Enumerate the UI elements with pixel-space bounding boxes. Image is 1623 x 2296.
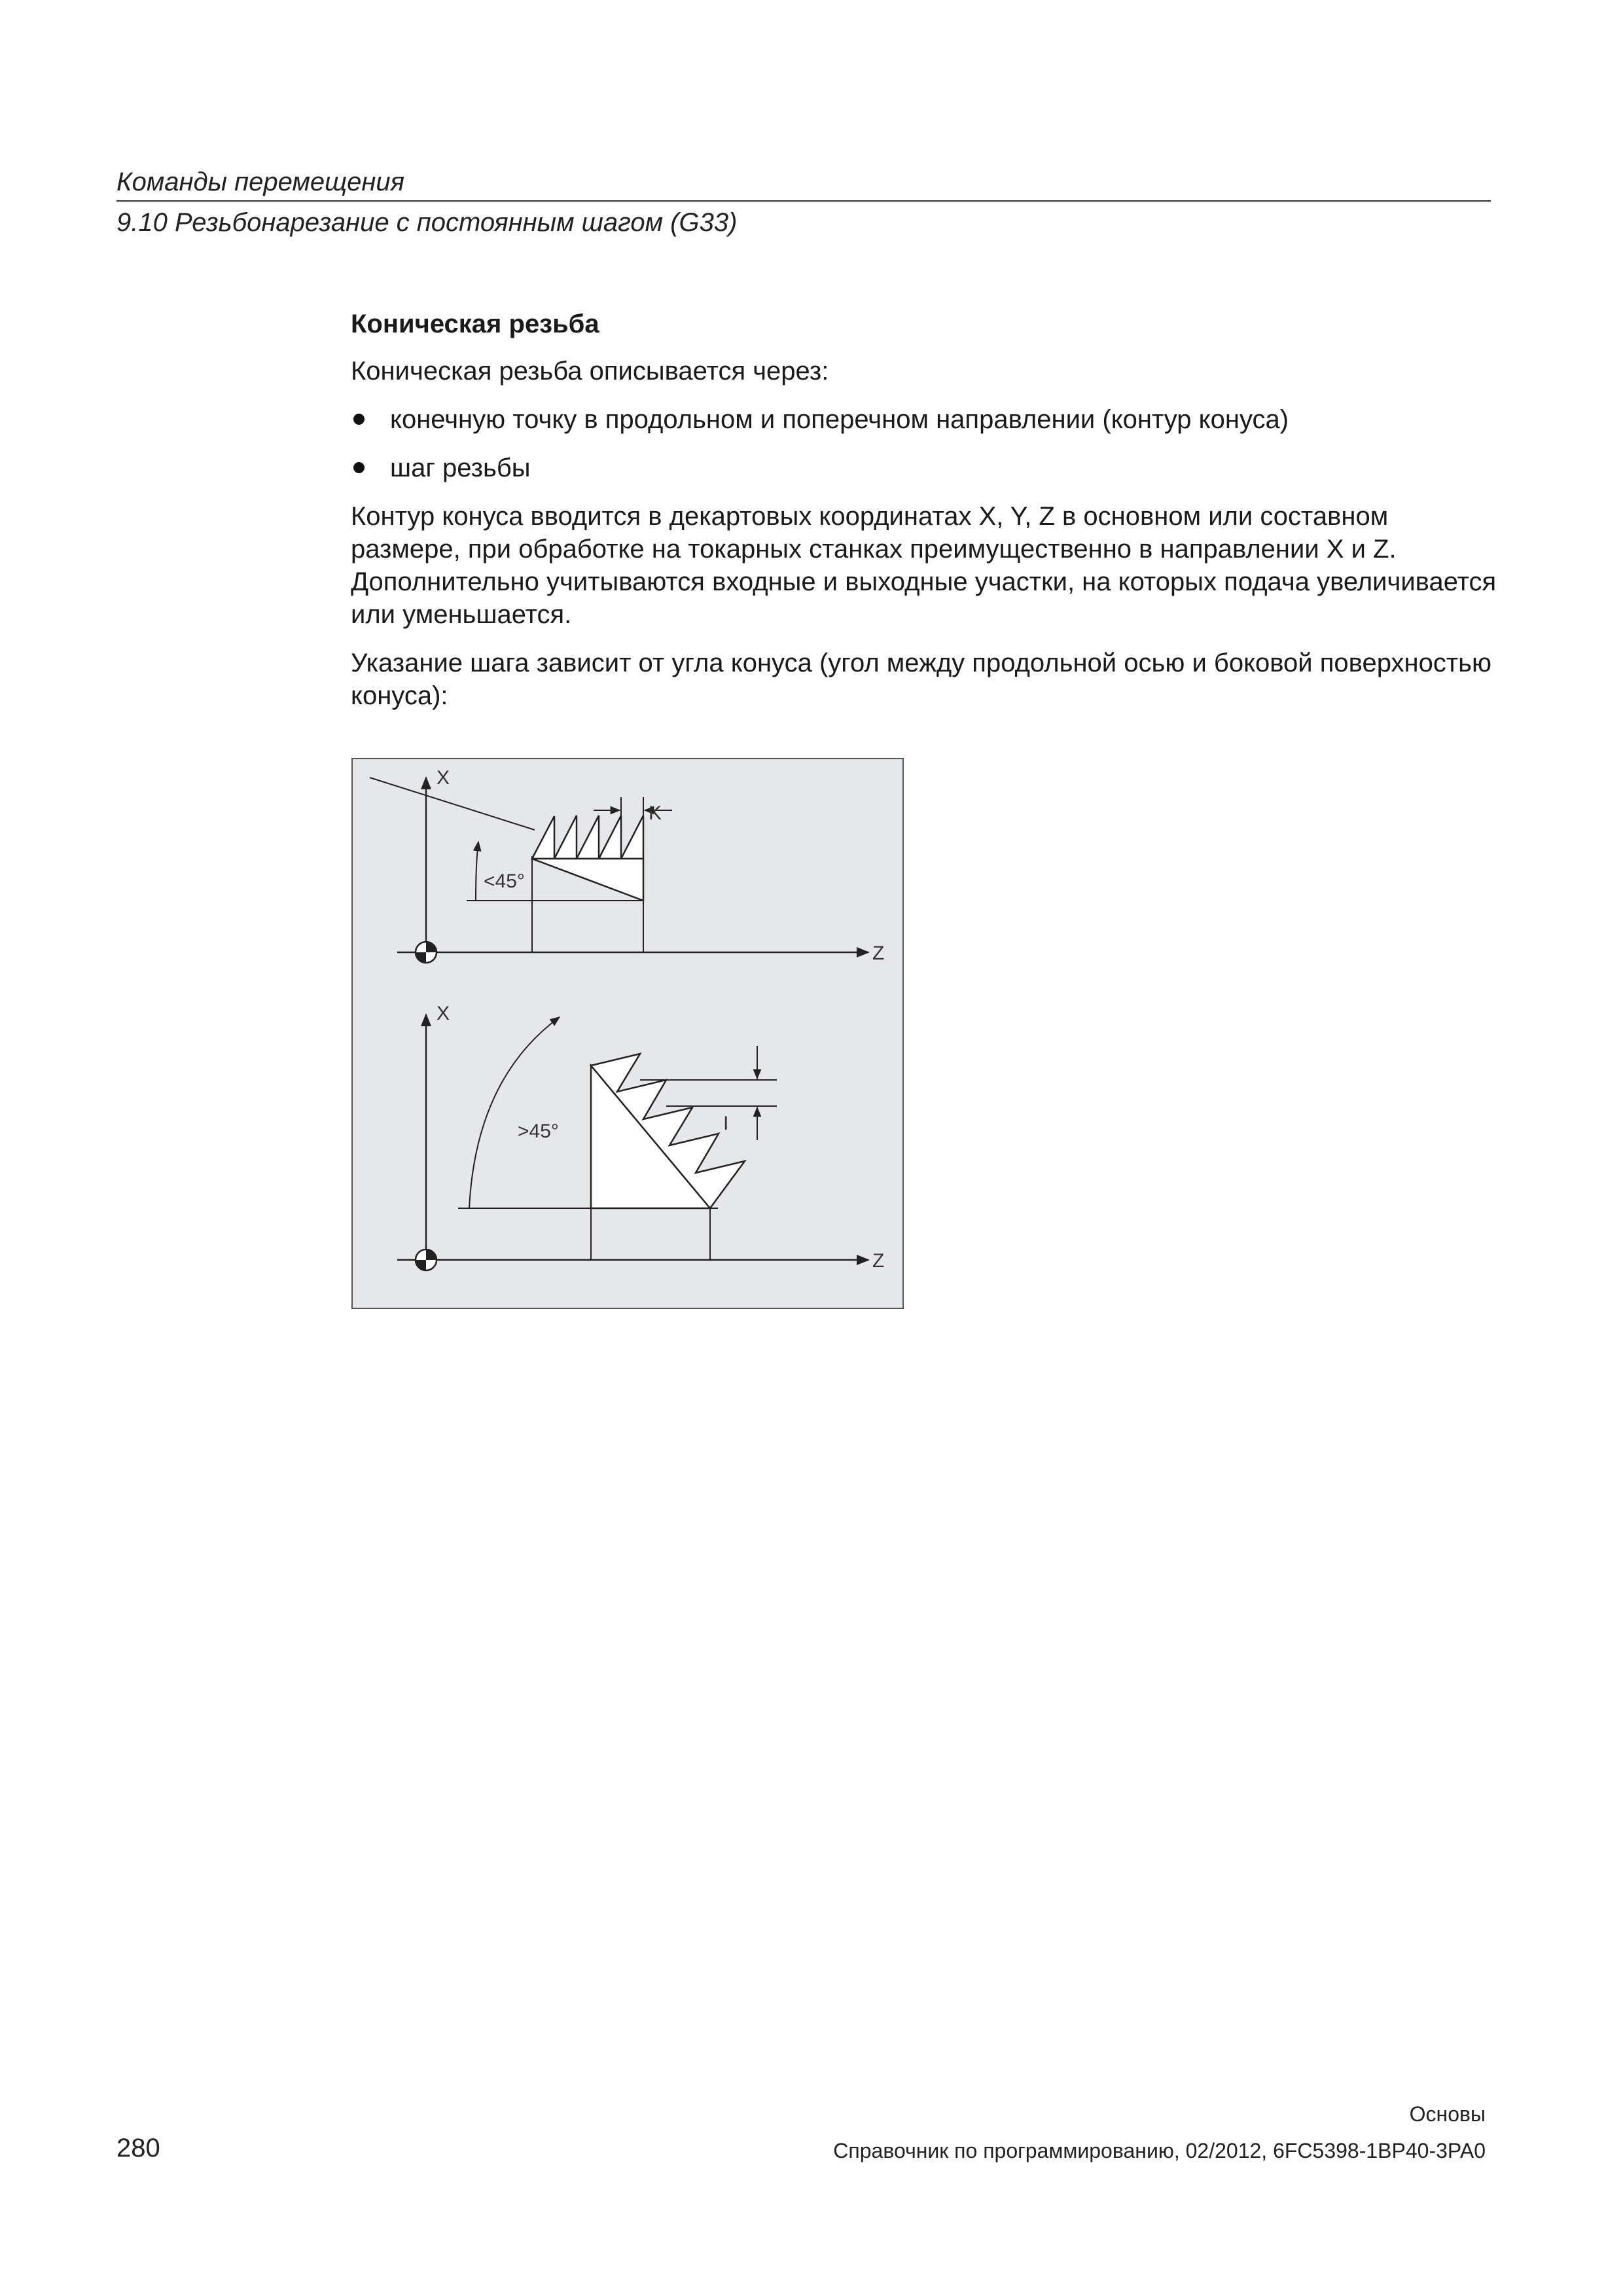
footer-reference: Справочник по программированию, 02/2012, 6FC5398-1BP40-3PA0 xyxy=(833,2139,1486,2162)
main-content xyxy=(351,308,1503,728)
footer-book-title: Основы xyxy=(1409,2102,1486,2126)
angle-label: <45° xyxy=(484,870,525,892)
angle-label: >45° xyxy=(518,1121,559,1142)
z-axis-label: Z xyxy=(872,942,885,964)
figure-canvas xyxy=(351,758,904,1309)
page-number: 280 xyxy=(116,2134,160,2162)
bullet-icon xyxy=(353,462,365,473)
x-axis-label: X xyxy=(437,1003,450,1024)
bullet-text: конечную точку в продольном и поперечном направлении (контур конуса) xyxy=(390,405,1289,434)
z-axis-label: Z xyxy=(872,1250,885,1272)
bullet-text: шаг резьбы xyxy=(390,454,531,482)
body-paragraph: Указание шага зависит от угла конуса (угол между продольной осью и боковой поверхностью конуса): xyxy=(351,649,1492,710)
list-item xyxy=(351,452,1503,484)
pitch-label-k: K xyxy=(649,802,662,824)
intro-paragraph: Коническая резьба описывается через: xyxy=(351,357,829,386)
running-header-chapter: Команды перемещения xyxy=(116,168,405,196)
header-rule xyxy=(116,200,1491,202)
pitch-label-i: I xyxy=(723,1113,729,1134)
origin-symbol-bottom xyxy=(416,1249,437,1270)
section-title: Коническая резьба xyxy=(351,310,599,338)
list-item xyxy=(351,403,1503,436)
bullet-list xyxy=(351,403,1503,484)
running-header-section: 9.10 Резьбонарезание с постоянным шагом (G33) xyxy=(116,208,738,237)
figure-background xyxy=(352,759,903,1308)
x-axis-label: X xyxy=(437,767,450,789)
origin-symbol-top xyxy=(416,942,437,963)
bullet-icon xyxy=(353,414,365,425)
body-paragraph: Контур конуса вводится в декартовых координатах X, Y, Z в основном или составном размере, при обработке на токарных станках преимущественно в направлении X и Z. Дополнительно учитываются входные и выходные участки, на которых подача увеличивается или уменьшается. xyxy=(351,502,1497,629)
taper-thread-figure xyxy=(351,758,904,1309)
